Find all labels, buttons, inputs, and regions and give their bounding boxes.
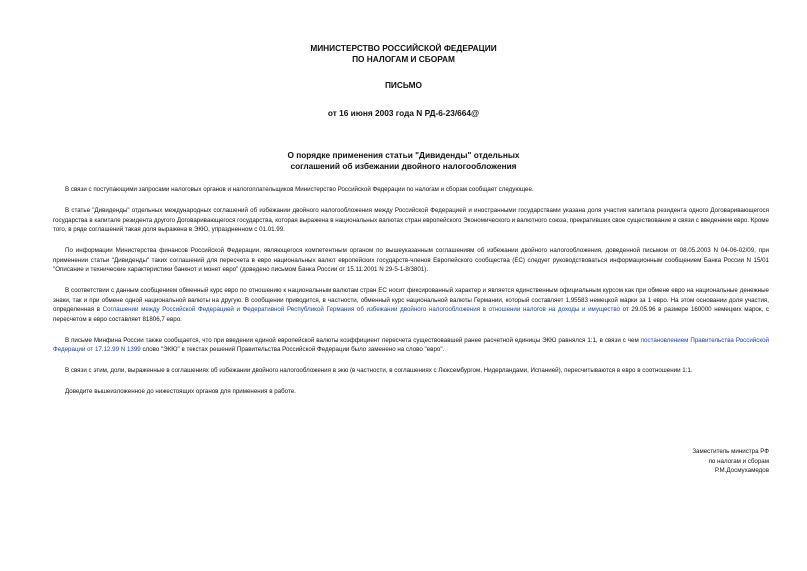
- signature-block: [692, 447, 769, 476]
- letter-body: [53, 185, 769, 397]
- paragraph-4-text-end: от 29.05.96 в размере 160000 немецких марок, с пересчетом в евро составляет 81806,7 евро.: [53, 306, 769, 323]
- ministry-line-1: МИНИСТЕРСТВО РОССИЙСКОЙ ФЕДЕРАЦИИ: [310, 43, 497, 53]
- document-date-number: от 16 июня 2003 года N РД-6-23/664@: [327, 108, 480, 118]
- title-line-2: соглашений об избежании двойного налогообложения: [290, 160, 517, 171]
- paragraph-1: В связи с поступающими запросами налоговых органов и налогоплательщиков Министерство Российской Федерации по налогам и сборам сообщает следующее.: [65, 186, 534, 193]
- paragraph-5-text-end: слово "ЭКЮ" в текстах решений Правительства Российской Федерации было заменено на слово "евро".: [140, 346, 445, 353]
- paragraph-3: По информации Министерства финансов Российской Федерации, являющегося компетентным органом по вышеуказанным соглашениям об избежании двойного налогообложения, доведенной письмом от 08.05.2003 N 04-06-02/09, при применении статьи "Дивиденды" таких соглашений для пересчета в евро национальных валют европейских государств-членов Европейского сообщества (ЕС) следует руководствоваться информационным сообщением Банка России N 15/01 "Описание и технические характеристики банкнот и монет евро" (доведено письмом Банка России от 15.11.2001 N 29-5-1-8/3801).: [53, 247, 769, 273]
- ministry-line-2: ПО НАЛОГАМ И СБОРАМ: [352, 53, 455, 64]
- signature-department: по налогам и сборам: [708, 457, 769, 465]
- paragraph-5-text-start: В письме Минфина России также сообщается, что при введении единой европейской валюты коэффициент пересчета существовавшей ранее расчетной единицы ЭКЮ равнялся 1:1, в связи с чем: [65, 336, 641, 344]
- paragraph-4: [53, 286, 769, 324]
- signature-position: Заместитель министра РФ: [692, 448, 769, 455]
- document-type: ПИСЬМО: [384, 80, 423, 90]
- ministry-heading: [0, 43, 807, 64]
- document-title: [0, 150, 807, 171]
- government-decree-link[interactable]: постановлением Правительства Российской Федерации от 17.12.99 N 1399: [53, 336, 769, 353]
- title-line-1: О порядке применения статьи "Дивиденды" отдельных: [287, 150, 520, 160]
- paragraph-5: [53, 336, 769, 355]
- signature-name: Р.М.Досмухамедов: [714, 467, 769, 474]
- paragraph-6: В связи с этим, доли, выраженные в соглашениях об избежании двойного налогообложения в экю (в частности, в соглашениях с Люксембургом, Нидерландами, Испанией), пересчитываются в евро в соотношении 1:1.: [65, 367, 693, 374]
- paragraph-2: В статье "Дивиденды" отдельных международных соглашений об избежании двойного налогообложения между Российской Федерацией и иностранными государствами указана доля участия капитала резидента одного Договаривающегося государства в капитале резидента другого Договаривающегося государства, которая выражена в национальных валютах стран европейского Экономического и валютного союза, прекративших свое существование в связи с введением евро. Кроме того, в ряде соглашений такая доля выражена в ЭКЮ, упраздненном с 01.01.99.: [53, 207, 769, 233]
- paragraph-7: Доведите вышеизложенное до нижестоящих органов для применения в работе.: [65, 388, 296, 395]
- paragraph-4-text-start: В соответствии с данным сообщением обменный курс евро по отношению к национальным валютам стран ЕС носит фиксированный характер и является единственным официальным курсом как при обмене евро на национальные денежные знаки, так и при обмене одной национальной валюты на другую. В сообщении приводится, в частности, обменный курс национальной валюты Германии, который составляет 1,95583 немецкой марки за 1 евро. На этом основании доля участия, определенная в: [53, 287, 769, 313]
- agreement-germany-link[interactable]: Соглашении между Российской Федерацией и Федеративной Республикой Германия об избежании двойного налогообложения в отношении налогов на доходы и имущество: [102, 306, 620, 313]
